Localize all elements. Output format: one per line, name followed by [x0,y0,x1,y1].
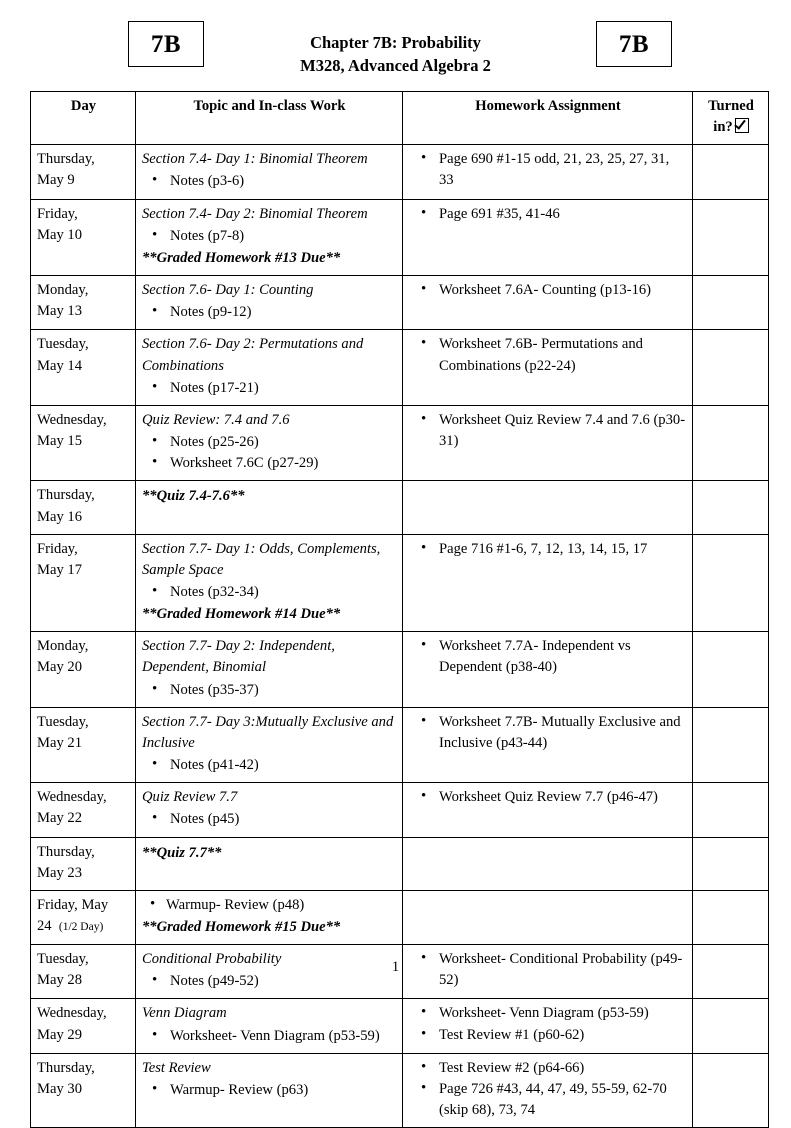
topic-title: Quiz Review: 7.4 and 7.6 [142,411,290,428]
cell-turned-in[interactable] [693,145,769,199]
day-line-2 [37,1025,130,1046]
cell-topic [136,783,403,837]
cell-topic [136,405,403,480]
homework-bullet-list [409,280,687,301]
topic-bullet-item: • Notes (p41-42) [142,755,397,776]
turned-in-blank[interactable] [699,1003,763,1021]
turned-in-blank[interactable] [699,485,763,503]
cell-day [31,1053,136,1127]
day-line-1: Thursday, [37,843,95,860]
day-line-2 [37,170,130,191]
turned-in-blank[interactable] [699,895,763,913]
topic-title: Section 7.7- Day 3:Mutually Exclusive and Inclusive [142,713,394,751]
turned-in-blank[interactable] [699,280,763,298]
cell-day [31,632,136,707]
table-row [31,783,769,837]
topic-title: Venn Diagram [142,1005,227,1022]
topic-bullet-item: • Notes (p49-52) [142,971,397,992]
cell-topic [136,534,403,632]
homework-bullet-item: • Worksheet Quiz Review 7.7 (p46-47) [409,787,687,808]
page-title [166,21,626,78]
cell-homework [403,890,693,944]
homework-bullet-list [409,204,687,225]
cell-homework [403,632,693,707]
homework-bullet-item: • Page 716 #1-6, 7, 12, 13, 14, 15, 17 [409,539,687,560]
topic-bullet-item: • Warmup- Review (p63) [142,1080,397,1101]
cell-homework [403,481,693,534]
table-row [31,837,769,890]
day-line-1: Tuesday, [37,713,89,730]
day-line-1: Wednesday, [37,789,107,806]
cell-topic [136,481,403,534]
topic-bullet-list [142,432,397,474]
day-line-1: Thursday, [37,1059,95,1076]
topic-bullet-list [142,1080,397,1101]
cell-homework [403,534,693,632]
cell-homework [403,199,693,275]
topic-bullet-list [142,680,397,701]
cell-turned-in[interactable] [693,330,769,405]
topic-bullet-list [142,302,397,323]
title-line-1: Chapter 7B: Probability [310,33,481,52]
topic-bullet-item: • Notes (p25-26) [142,432,397,453]
turned-in-line-1: Turned [708,98,754,114]
turned-in-blank[interactable] [699,334,763,352]
table-row [31,707,769,782]
turned-in-blank[interactable] [699,204,763,222]
cell-day [31,890,136,944]
page-footer [0,959,791,976]
turned-in-blank[interactable] [699,712,763,730]
cell-turned-in[interactable] [693,199,769,275]
topic-bullet-item: • Worksheet- Venn Diagram (p53-59) [142,1026,397,1047]
table-row [31,276,769,330]
day-date: May 13 [37,303,82,320]
cell-day [31,783,136,837]
homework-bullet-list [409,334,687,376]
cell-topic [136,1053,403,1127]
cell-homework [403,707,693,782]
cell-turned-in[interactable] [693,999,769,1053]
day-line-1: Monday, [37,282,89,299]
cell-turned-in[interactable] [693,890,769,944]
homework-bullet-list [409,410,687,452]
cell-topic [136,145,403,199]
homework-bullet-item: • Worksheet 7.7B- Mutually Exclusive and Inclusive (p43-44) [409,712,687,754]
cell-day [31,999,136,1053]
homework-bullet-list [409,539,687,560]
topic-title: Test Review [142,1059,211,1076]
homework-bullet-item: • Test Review #1 (p60-62) [409,1025,687,1046]
homework-bullet-item: • Worksheet 7.6B- Permutations and Combinations (p22-24) [409,334,687,376]
homework-bullet-item: • Test Review #2 (p64-66) [409,1058,687,1079]
turned-in-blank[interactable] [699,539,763,557]
homework-bullet-item: • Worksheet Quiz Review 7.4 and 7.6 (p30-31) [409,410,687,452]
day-line-2 [37,507,130,528]
cell-topic [136,276,403,330]
day-date: May 23 [37,864,82,881]
chapter-badge-right: 7B [596,21,672,67]
day-date: May 20 [37,659,82,676]
cell-turned-in[interactable] [693,837,769,890]
homework-bullet-item: • Page 691 #35, 41-46 [409,204,687,225]
cell-topic [136,330,403,405]
turned-in-blank[interactable] [699,842,763,860]
day-line-2 [37,1079,130,1100]
day-line-2 [37,225,130,246]
turned-in-blank[interactable] [699,1058,763,1076]
cell-day [31,405,136,480]
topic-bullet-item: • Notes (p35-37) [142,680,397,701]
topic-bullet-item: • Worksheet 7.6C (p27-29) [142,453,397,474]
day-date: May 9 [37,172,75,189]
day-line-1: Friday, [37,205,78,222]
table-header-row [31,92,769,145]
cell-homework [403,999,693,1053]
chapter-badge-left: 7B [128,21,204,67]
topic-emphasis-note: **Graded Homework #15 Due** [142,919,341,935]
day-date: May 10 [37,226,82,243]
topic-bullet-list [142,171,397,192]
day-line-1: Wednesday, [37,411,107,428]
table-row [31,405,769,480]
topic-bullet-list [142,1026,397,1047]
topic-bullet-item: • Notes (p32-34) [142,582,397,603]
topic-title: Quiz Review 7.7 [142,789,238,806]
day-line-2 [37,808,130,829]
turned-in-blank[interactable] [699,787,763,805]
homework-bullet-item: • Page 726 #43, 44, 47, 49, 55-59, 62-70 (skip 68), 73, 74 [409,1079,687,1121]
topic-bullet-list [142,226,397,247]
topic-bullet-list [142,582,397,603]
cell-turned-in[interactable] [693,1053,769,1127]
day-line-1: Thursday, [37,151,95,168]
day-line-2 [37,431,130,452]
topic-emphasis-note: **Quiz 7.7** [142,844,222,861]
topic-bullet-list [142,895,397,916]
homework-bullet-item: • Worksheet- Venn Diagram (p53-59) [409,1003,687,1024]
homework-bullet-list [409,1003,687,1045]
column-header-turned-in [693,92,769,145]
cell-topic [136,707,403,782]
day-line-2 [37,356,130,377]
topic-title: Section 7.4- Day 2: Binomial Theorem [142,205,368,222]
cell-homework [403,276,693,330]
day-line-2 [37,301,130,322]
schedule-table-body [31,145,769,1128]
day-line-1: Thursday, [37,487,95,504]
day-line-1: Monday, [37,638,89,655]
table-row [31,199,769,275]
topic-bullet-list [142,809,397,830]
table-row [31,145,769,199]
cell-turned-in[interactable] [693,481,769,534]
topic-title: Conditional Probability [142,951,282,968]
day-date: May 15 [37,433,82,450]
column-header-day: Day [31,92,136,145]
page-number: 1 [391,959,400,975]
table-row [31,534,769,632]
turned-in-line-2: in? [713,119,733,136]
homework-empty [409,485,687,503]
day-date: May 14 [37,357,82,374]
day-date: May 17 [37,561,82,578]
day-date: May 30 [37,1080,82,1097]
topic-title: Section 7.7- Day 2: Independent, Dependent, Binomial [142,638,335,676]
document-header [0,21,791,87]
title-line-2: M328, Advanced Algebra 2 [300,55,491,75]
cell-homework [403,1053,693,1127]
homework-bullet-item: • Worksheet- Conditional Probability (p49-52) [409,949,687,991]
homework-bullet-list [409,1058,687,1121]
table-row [31,890,769,944]
cell-turned-in[interactable] [693,783,769,837]
half-day-note: (1/2 Day) [58,921,104,933]
homework-empty [409,895,687,913]
column-header-homework: Homework Assignment [403,92,693,145]
homework-bullet-item: • Worksheet 7.6A- Counting (p13-16) [409,280,687,301]
cell-topic [136,199,403,275]
cell-topic [136,999,403,1053]
cell-topic [136,632,403,707]
topic-bullet-item: • Notes (p17-21) [142,378,397,399]
homework-empty [409,842,687,860]
topic-bullet-item: • Warmup- Review (p48) [142,895,397,916]
cell-homework [403,330,693,405]
cell-day [31,330,136,405]
cell-turned-in[interactable] [693,707,769,782]
topic-emphasis-note: **Graded Homework #13 Due** [142,249,341,266]
day-line-2 [37,733,130,754]
topic-bullet-item: • Notes (p7-8) [142,226,397,247]
cell-homework [403,837,693,890]
cell-turned-in[interactable] [693,632,769,707]
turned-in-blank[interactable] [699,410,763,428]
cell-day [31,199,136,275]
day-line-1: Friday, May [37,896,109,913]
homework-bullet-item: • Page 690 #1-15 odd, 21, 23, 25, 27, 31, 33 [409,149,687,191]
day-date: 24 [37,918,52,934]
turned-in-blank[interactable] [699,149,763,167]
topic-bullet-list [142,755,397,776]
topic-title: Section 7.7- Day 1: Odds, Complements, Sample Space [142,540,381,578]
topic-bullet-item: • Notes (p9-12) [142,302,397,323]
cell-homework [403,145,693,199]
table-row [31,632,769,707]
day-line-1: Friday, [37,540,78,557]
day-line-2 [37,560,130,581]
checkbox-checked-icon [735,118,749,133]
topic-bullet-item: • Notes (p3-6) [142,171,397,192]
homework-bullet-list [409,636,687,678]
day-date: May 22 [37,810,82,827]
cell-day [31,707,136,782]
cell-homework [403,405,693,480]
turned-in-blank[interactable] [699,636,763,654]
day-date: May 29 [37,1026,82,1043]
cell-day [31,145,136,199]
homework-bullet-list [409,787,687,808]
topic-emphasis-note: **Quiz 7.4-7.6** [142,488,245,505]
day-line-1: Wednesday, [37,1005,107,1022]
cell-day [31,837,136,890]
cell-topic [136,890,403,944]
topic-bullet-list [142,378,397,399]
cell-day [31,481,136,534]
cell-turned-in[interactable] [693,405,769,480]
table-row [31,330,769,405]
table-row [31,999,769,1053]
homework-bullet-list [409,712,687,754]
document-page [0,21,791,1119]
day-line-2 [37,863,130,884]
topic-emphasis-note: **Graded Homework #14 Due** [142,606,341,623]
topic-title: Section 7.6- Day 1: Counting [142,282,314,299]
day-line-1: Tuesday, [37,336,89,353]
topic-bullet-item: • Notes (p45) [142,809,397,830]
column-header-topic: Topic and In-class Work [136,92,403,145]
table-row [31,481,769,534]
day-line-2 [37,916,130,937]
cell-day [31,276,136,330]
topic-title: Section 7.4- Day 1: Binomial Theorem [142,151,368,168]
day-date: May 21 [37,734,82,751]
homework-bullet-item: • Worksheet 7.7A- Independent vs Dependent (p38-40) [409,636,687,678]
cell-day [31,534,136,632]
cell-turned-in[interactable] [693,276,769,330]
day-date: May 16 [37,508,82,525]
homework-bullet-list [409,149,687,191]
day-line-1: Tuesday, [37,951,89,968]
day-line-2 [37,657,130,678]
table-row [31,1053,769,1127]
day-date: May 28 [37,972,82,989]
cell-turned-in[interactable] [693,534,769,632]
cell-homework [403,783,693,837]
cell-topic [136,837,403,890]
topic-title: Section 7.6- Day 2: Permutations and Combinations [142,336,364,374]
